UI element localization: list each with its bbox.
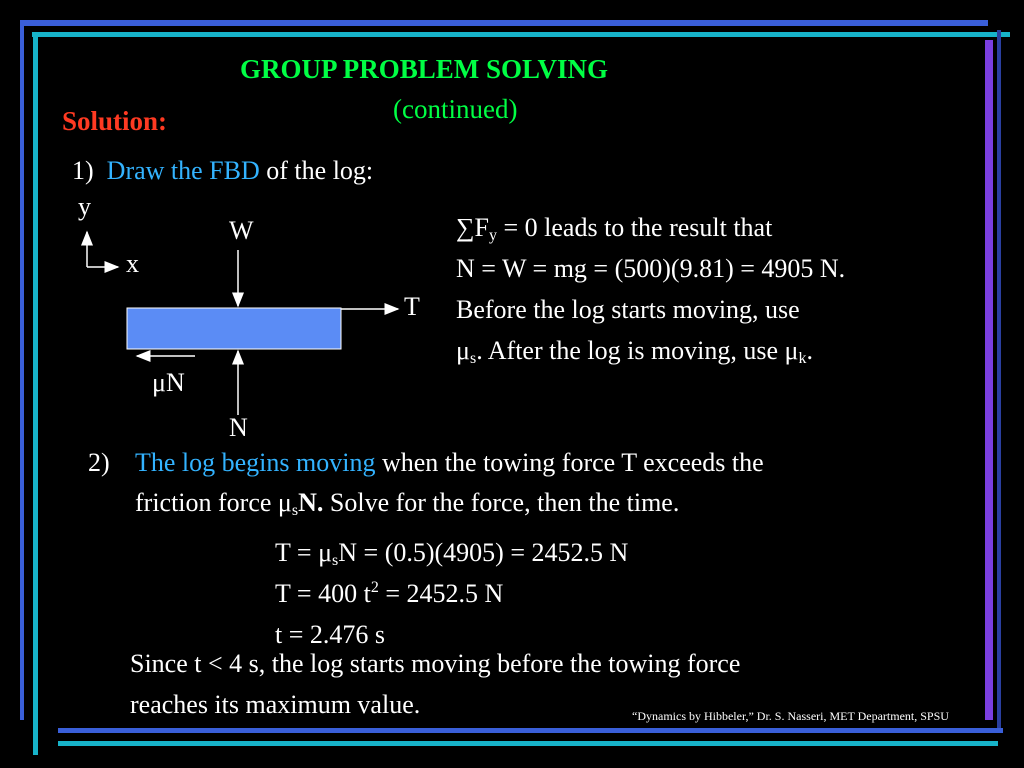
conclusion-line-2: reaches its maximum value.: [130, 690, 421, 719]
step1-highlight: Draw the FBD: [106, 156, 260, 185]
explanation-line-2: N = W = mg = (500)(9.81) = 4905 N.: [456, 254, 846, 283]
explanation-block: [456, 207, 845, 371]
slide-title: GROUP PROBLEM SOLVING: [240, 54, 609, 84]
equation-3: t = 2.476 s: [275, 620, 386, 649]
slide-subtitle: (continued): [393, 94, 518, 124]
friction-mu: μ: [152, 368, 166, 397]
step2-rest: when the towing force T exceeds the: [375, 448, 764, 477]
log-body: [127, 308, 341, 349]
equations-block: [275, 532, 628, 655]
solution-label: Solution:: [62, 106, 168, 136]
footer-credit: “Dynamics by Hibbeler,” Dr. S. Nasseri, MET Department, SPSU: [632, 709, 949, 723]
equation-1: $T = \mu_sN = (0.5)(4905) = 2452.5$ N: [275, 538, 629, 569]
normal-label: N: [229, 413, 248, 442]
explanation-line-3: Before the log starts moving, use: [456, 295, 800, 324]
weight-label: W: [229, 216, 254, 245]
conclusion-line-1: Since t < 4 s, the log starts moving before the towing force: [130, 649, 741, 678]
friction-label: [152, 368, 185, 398]
step2-number: 2): [88, 448, 110, 477]
explanation-line-4: $\mu_s$. After the log is moving, use $\mu_k$.: [456, 336, 813, 367]
step1-number: 1): [72, 156, 94, 185]
step2-line-1: [135, 448, 764, 478]
step2-highlight: The log begins moving: [135, 448, 376, 477]
axis-x-label: x: [126, 249, 139, 278]
explanation-line-1: $\sum F_y = 0$ leads to the result that: [456, 213, 773, 244]
axis-y-label: y: [78, 192, 91, 221]
equation-2: T = 400 $t^2 = 2452.5$ N: [275, 579, 504, 608]
step2-line-2: friction force $\mu_sN$. Solve for the force, then the time.: [135, 488, 680, 519]
step1-rest: of the log:: [266, 156, 374, 185]
friction-n: N: [165, 368, 185, 397]
tension-label: T: [404, 292, 420, 321]
